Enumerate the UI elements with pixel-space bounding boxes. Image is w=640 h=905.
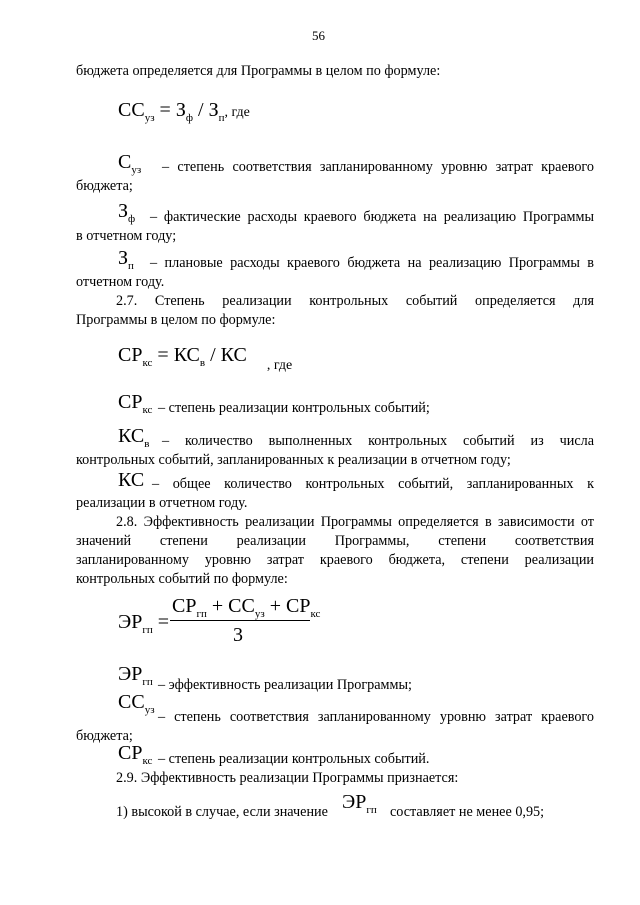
text-line: бюджета определяется для Программы в целом по формуле: [76,63,441,79]
text-line: реализации в отчетном году. [76,495,248,511]
text-line: 2.8. Эффективность реализации Программы определяется в зависимости от [116,514,594,530]
symbol-ergp-inline: $ЭР_{гп}$ [342,791,377,816]
symbol-srkc-2: $СР_{кс}$ [118,742,153,767]
text-line: – фактические расходы краевого бюджета на реализацию Программы [150,209,594,225]
text-line: – степень соответствия запланированному уровню затрат краевого [158,709,594,725]
symbol-ksv: $КС_в$ [118,425,150,450]
text-line: Программы в целом по формуле: [76,312,276,328]
text-line: – степень реализации контрольных событий. [158,751,430,767]
text-line: запланированному уровню затрат краевого бюджета, степени реализации [76,552,594,568]
page-number: 56 [312,28,325,43]
symbol-zp: $З_п$ [118,247,134,272]
symbol-ergp: $ЭР_{гп}$ [118,663,153,688]
formula-ergp-lhs: $ЭР_{гп}$ = [118,611,170,636]
text-line: – эффективность реализации Программы; [158,677,412,693]
text-line: 1) высокой в случае, если значение [116,804,328,820]
symbol-csuz-2: $СС_{уз}$ [118,691,155,716]
formula-ergp-numerator: $СР_{гп} + СС_{уз} + СР_{кс}$ [172,595,321,620]
symbol-ks: КС [118,469,145,491]
formula-ergp-denominator: 3 [233,624,243,646]
text-line: контрольных событий по формуле: [76,571,288,587]
text-line: – степень соответствия запланированному уровню затрат краевого [162,159,594,175]
text-line: отчетном году. [76,274,165,290]
text-line: бюджета; [76,178,133,194]
text-line: контрольных событий, запланированных к реализации в отчетном году; [76,452,511,468]
text-line: составляет не менее 0,95; [390,804,545,820]
text-line: 2.7. Степень реализации контрольных событий определяется для [116,293,594,309]
text-line: – плановые расходы краевого бюджета на реализацию Программы в [150,255,594,271]
text-line: – общее количество контрольных событий, запланированных к [152,476,594,492]
formula-srkc: $СР_{кс} = КС_в$ / КС $_{, где}$ [118,344,293,373]
text-line: – количество выполненных контрольных событий из числа [162,433,594,449]
text-line: значений степени реализации Программы, степени соответствия [76,533,594,549]
text-line: в отчетном году; [76,228,177,244]
text-line: бюджета; [76,728,133,744]
formula-csuz: $СС_{уз} = З_ф / З_п$, где [118,99,250,124]
symbol-srkc: $СР_{кс}$ [118,391,153,416]
symbol-zf: $З_ф$ [118,200,136,225]
text-line: – степень реализации контрольных событий; [158,400,430,416]
symbol-csuz: $С_{уз}$ [118,151,142,176]
text-line: 2.9. Эффективность реализации Программы признается: [116,770,459,786]
fraction-bar [170,620,310,621]
